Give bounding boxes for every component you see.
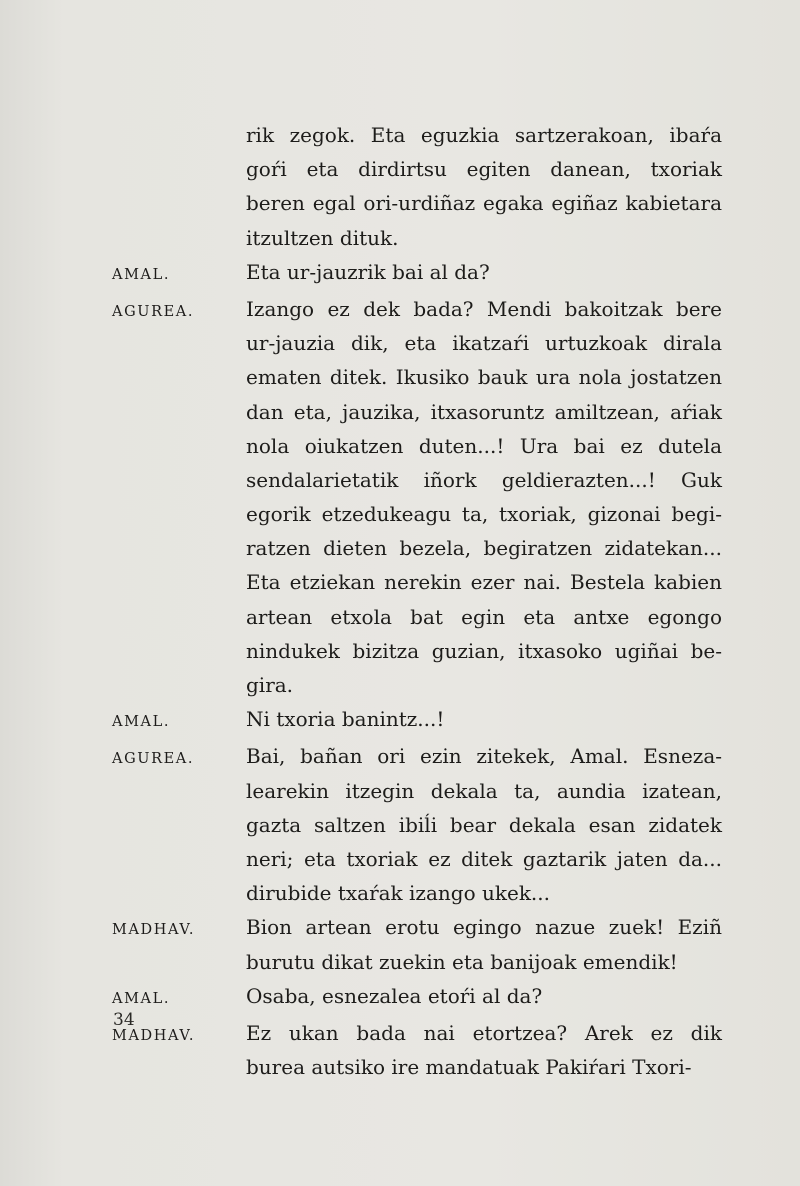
speaker-name bbox=[112, 118, 246, 121]
dialogue-entry bbox=[112, 255, 722, 292]
text-line: ur-jauzia dik, eta ikatzaŕi urtuzkoak dirala bbox=[246, 331, 722, 356]
text-line: artean etxola bat egin eta antxe egongo bbox=[246, 604, 722, 629]
text-line: rik zegok. Eta eguzkia sartzerakoan, ibaŕa bbox=[246, 123, 722, 147]
speaker-name: MADHAV. bbox=[112, 1027, 196, 1044]
text-line: Ni txoria banintz...! bbox=[246, 707, 445, 732]
speaker-name: AMAL. bbox=[112, 266, 171, 283]
dialogue-entry bbox=[112, 292, 722, 702]
speech-text bbox=[246, 702, 722, 736]
speaker-name: AMAL. bbox=[112, 990, 171, 1007]
dialogue-entry bbox=[112, 979, 722, 1016]
dialogue-text bbox=[112, 118, 722, 1084]
text-line: learekin itzegin dekala ta, aundia izatean, bbox=[246, 778, 722, 803]
speech-text bbox=[246, 979, 722, 1013]
speech-text bbox=[246, 910, 722, 978]
text-line: burea autsiko ire mandatuak Pakiŕari Txori- bbox=[246, 1055, 692, 1080]
text-line: beren egal ori-urdiñaz egaka egiñaz kabietara bbox=[246, 191, 722, 216]
dialogue-entry bbox=[112, 1016, 722, 1084]
speaker-name: MADHAV. bbox=[112, 922, 196, 939]
speech-text bbox=[246, 1016, 722, 1084]
text-line: Osaba, esnezalea etoŕi al da? bbox=[246, 983, 543, 1008]
text-line: neri; eta txoriak ez ditek gaztarik jaten da... bbox=[246, 846, 722, 871]
text-line: Eta etziekan nerekin ezer nai. Bestela kabien bbox=[246, 570, 722, 595]
speech-text bbox=[246, 292, 722, 702]
text-line: ematen ditek. Ikusiko bauk ura nola jostatzen bbox=[246, 365, 722, 390]
text-line: Ez ukan bada nai etortzea? Arek ez dik bbox=[246, 1020, 722, 1045]
text-line: Izango ez dek bada? Mendi bakoitzak bere bbox=[246, 296, 722, 321]
text-line: itzultzen dituk. bbox=[246, 225, 399, 250]
text-line: goŕi eta dirdirtsu egiten danean, txoriak bbox=[246, 157, 722, 182]
speaker-name: AMAL. bbox=[112, 714, 171, 731]
text-line: gazta saltzen ibiĺi bear dekala esan zidatek bbox=[246, 812, 722, 837]
dialogue-entry bbox=[112, 910, 722, 978]
text-line: Bion artean erotu egingo nazue zuek! Eziñ bbox=[246, 915, 722, 940]
text-line: dirubide txaŕak izango ukek... bbox=[246, 881, 551, 906]
page-number: 34 bbox=[113, 1010, 135, 1030]
dialogue-entry bbox=[112, 702, 722, 739]
speech-text bbox=[246, 739, 722, 910]
text-line: nola oiukatzen duten...! Ura bai ez dutela bbox=[246, 433, 722, 458]
dialogue-entry bbox=[112, 118, 722, 255]
text-line: nindukek bizitza guzian, itxasoko ugiñai be- bbox=[246, 638, 722, 663]
speaker-name: AGUREA. bbox=[112, 303, 195, 320]
text-line: sendalarietatik iñork geldierazten...! Guk bbox=[246, 467, 722, 492]
text-line: ratzen dieten bezela, begiratzen zidatekan... bbox=[246, 536, 722, 561]
speech-text bbox=[246, 255, 722, 289]
text-line: Eta ur-jauzrik bai al da? bbox=[246, 259, 490, 284]
text-line: gira. bbox=[246, 673, 294, 698]
text-line: Bai, bañan ori ezin zitekek, Amal. Esneza- bbox=[246, 744, 722, 769]
text-line: egorik etzedukeagu ta, txoriak, gizonai begi- bbox=[246, 502, 722, 527]
speech-text bbox=[246, 118, 722, 255]
text-line: burutu dikat zuekin eta banijoak emendik! bbox=[246, 949, 678, 974]
text-line: dan eta, jauzika, itxasoruntz amiltzean, aŕiak bbox=[246, 399, 722, 424]
dialogue-entry bbox=[112, 739, 722, 910]
speaker-name: AGUREA. bbox=[112, 751, 195, 768]
